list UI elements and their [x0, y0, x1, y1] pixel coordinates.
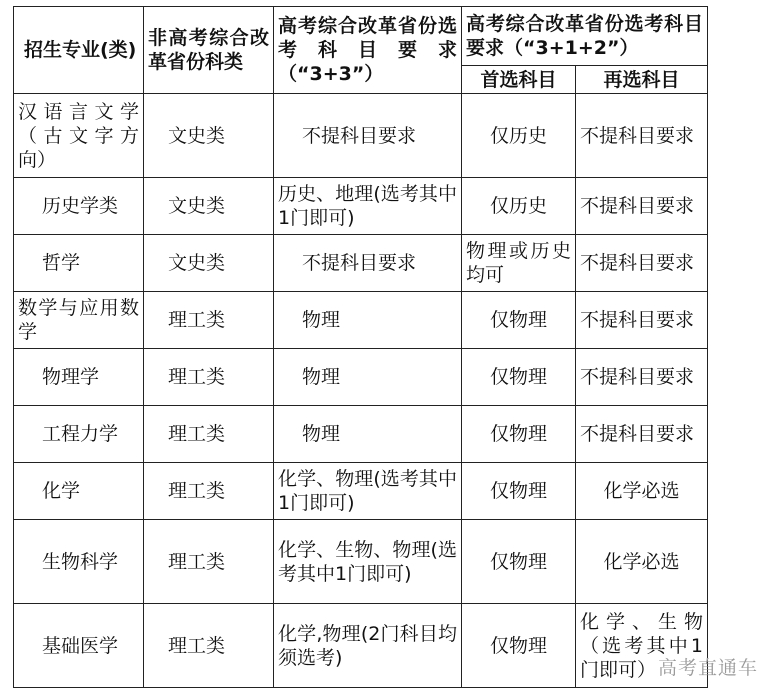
cell-first-choice: 仅历史	[462, 178, 576, 235]
header-non-reform: 非高考综合改革省份科类	[144, 7, 274, 94]
cell-non-reform: 理工类	[144, 349, 274, 406]
cell-non-reform: 理工类	[144, 463, 274, 520]
cell-first-choice: 仅历史	[462, 94, 576, 178]
cell-major: 历史学类	[14, 178, 144, 235]
table-row	[14, 520, 708, 604]
cell-second-choice: 不提科目要求	[576, 178, 708, 235]
cell-second-choice: 化学必选	[576, 463, 708, 520]
cell-first-choice: 仅物理	[462, 463, 576, 520]
cell-second-choice: 不提科目要求	[576, 349, 708, 406]
table-row	[14, 94, 708, 178]
cell-req-33: 化学、物理(选考其中1门即可)	[274, 463, 462, 520]
header-major: 招生专业(类)	[14, 7, 144, 94]
cell-second-choice: 不提科目要求	[576, 94, 708, 178]
cell-first-choice: 仅物理	[462, 520, 576, 604]
table-row	[14, 178, 708, 235]
cell-req-33: 历史、地理(选考其中1门即可)	[274, 178, 462, 235]
cell-first-choice: 仅物理	[462, 349, 576, 406]
cell-req-33: 物理	[274, 292, 462, 349]
header-row	[14, 7, 708, 66]
cell-non-reform: 理工类	[144, 292, 274, 349]
cell-non-reform: 文史类	[144, 235, 274, 292]
cell-non-reform: 理工类	[144, 604, 274, 688]
cell-req-33: 不提科目要求	[274, 94, 462, 178]
cell-first-choice: 物理或历史均可	[462, 235, 576, 292]
cell-major: 工程力学	[14, 406, 144, 463]
cell-first-choice: 仅物理	[462, 292, 576, 349]
cell-second-choice: 不提科目要求	[576, 235, 708, 292]
header-second-choice: 再选科目	[576, 66, 708, 94]
cell-req-33: 物理	[274, 406, 462, 463]
cell-first-choice: 仅物理	[462, 406, 576, 463]
cell-major: 生物科学	[14, 520, 144, 604]
cell-non-reform: 文史类	[144, 94, 274, 178]
cell-second-choice: 不提科目要求	[576, 292, 708, 349]
header-reform-312: 高考综合改革省份选考科目要求（“3+1+2”）	[462, 7, 708, 66]
table-row	[14, 463, 708, 520]
cell-second-choice: 化学、生物（选考其中1门即可）	[576, 604, 708, 688]
cell-req-33: 化学,物理(2门科目均须选考)	[274, 604, 462, 688]
cell-non-reform: 文史类	[144, 178, 274, 235]
cell-req-33: 物理	[274, 349, 462, 406]
cell-major: 物理学	[14, 349, 144, 406]
header-first-choice: 首选科目	[462, 66, 576, 94]
cell-major: 基础医学	[14, 604, 144, 688]
cell-major: 数学与应用数学	[14, 292, 144, 349]
table-row	[14, 406, 708, 463]
cell-req-33: 不提科目要求	[274, 235, 462, 292]
cell-non-reform: 理工类	[144, 520, 274, 604]
cell-major: 汉语言文学（古文字方向）	[14, 94, 144, 178]
cell-req-33: 化学、生物、物理(选考其中1门即可)	[274, 520, 462, 604]
table-row	[14, 292, 708, 349]
cell-second-choice: 化学必选	[576, 520, 708, 604]
cell-second-choice: 不提科目要求	[576, 406, 708, 463]
enrollment-requirements-table	[13, 6, 708, 688]
table-row	[14, 604, 708, 688]
cell-major: 化学	[14, 463, 144, 520]
cell-major: 哲学	[14, 235, 144, 292]
table-row	[14, 349, 708, 406]
table-row	[14, 235, 708, 292]
cell-first-choice: 仅物理	[462, 604, 576, 688]
header-reform-33: 高考综合改革省份选考科目要求（“3+3”）	[274, 7, 462, 94]
cell-non-reform: 理工类	[144, 406, 274, 463]
watermark-text: 高考直通车	[657, 657, 758, 679]
